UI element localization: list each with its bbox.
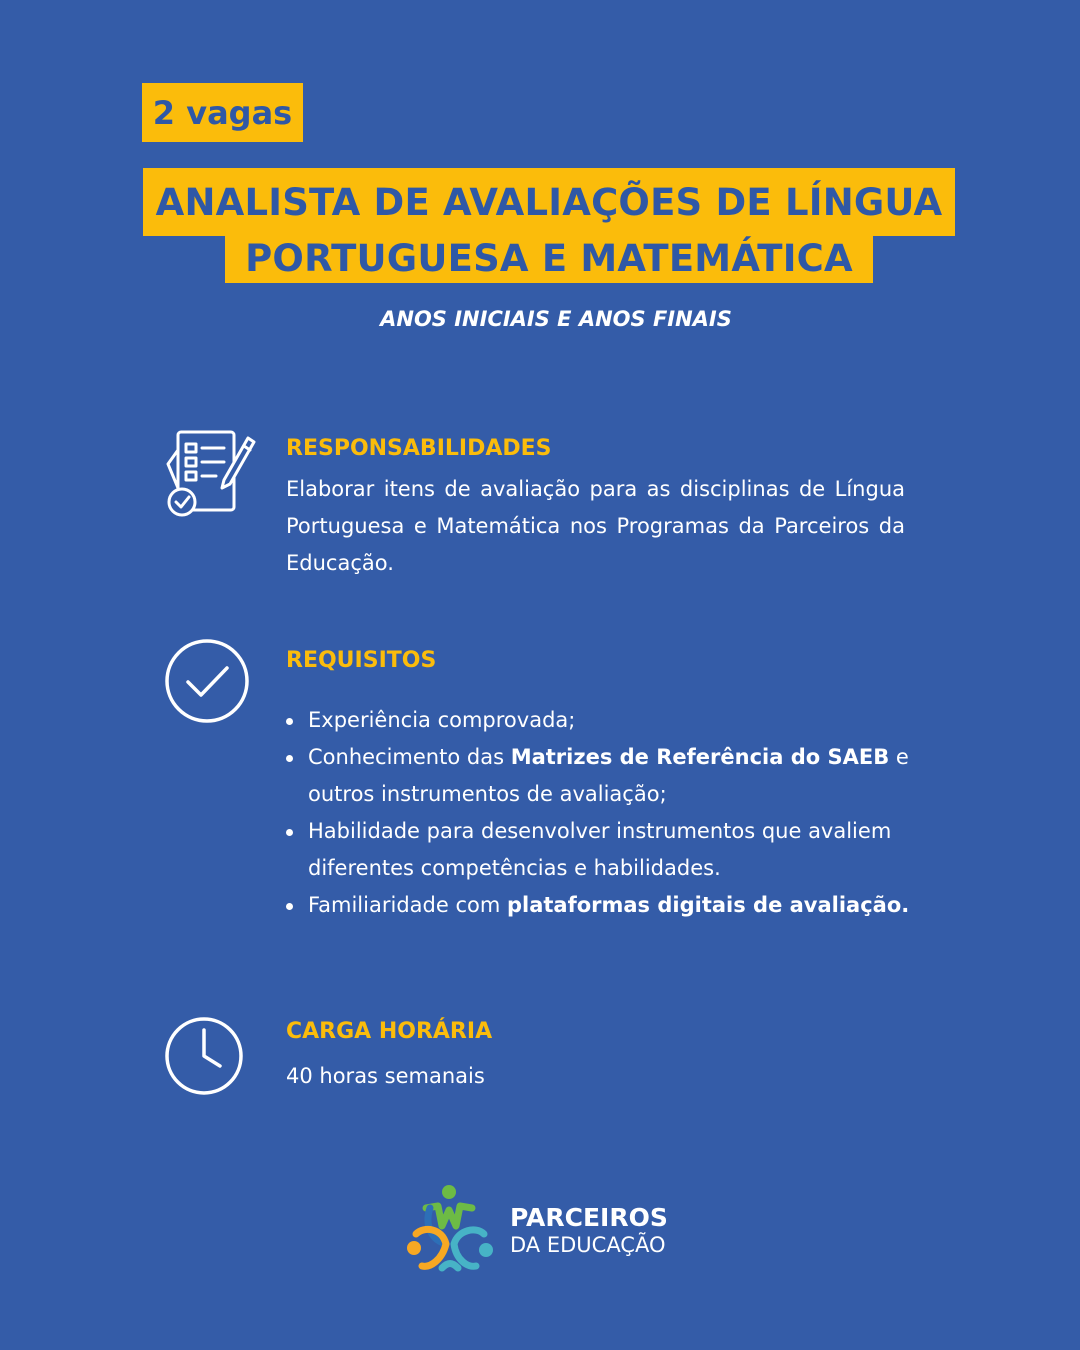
requisitos-title: REQUISITOS	[286, 648, 437, 673]
responsabilidades-title: RESPONSABILIDADES	[286, 436, 552, 461]
carga-horaria-title: CARGA HORÁRIA	[286, 1019, 493, 1044]
clock-icon	[164, 1016, 244, 1096]
logo-line-2: DA EDUCAÇÃO	[510, 1233, 666, 1257]
list-item: Experiência comprovada;	[286, 702, 966, 739]
subtitle: ANOS INICIAIS E ANOS FINAIS	[380, 307, 732, 331]
list-item: Familiaridade com plataformas digitais de avaliação.	[286, 887, 966, 924]
carga-horaria-text: 40 horas semanais	[286, 1064, 485, 1088]
logo-wordmark	[510, 1204, 668, 1258]
check-circle-icon	[164, 638, 250, 724]
job-title-line-2: PORTUGUESA E MATEMÁTICA	[225, 234, 873, 283]
list-item: Conhecimento das Matrizes de Referência do SAEB e outros instrumentos de avaliação;	[286, 739, 966, 813]
responsabilidades-text: Elaborar itens de avaliação para as disciplinas de Língua Portuguesa e Matemática nos Programas da Parceiros da Educação.	[286, 477, 905, 575]
requisitos-list	[286, 702, 966, 924]
checklist-pencil-icon	[164, 428, 260, 520]
vacancies-badge: 2 vagas	[142, 83, 303, 142]
parceiros-logo-icon	[402, 1182, 496, 1278]
job-title-line-1: ANALISTA DE AVALIAÇÕES DE LÍNGUA	[143, 168, 955, 236]
logo-line-1: PARCEIROS	[510, 1203, 668, 1232]
list-item: Habilidade para desenvolver instrumentos que avaliem diferentes competências e habilidades.	[286, 813, 966, 887]
